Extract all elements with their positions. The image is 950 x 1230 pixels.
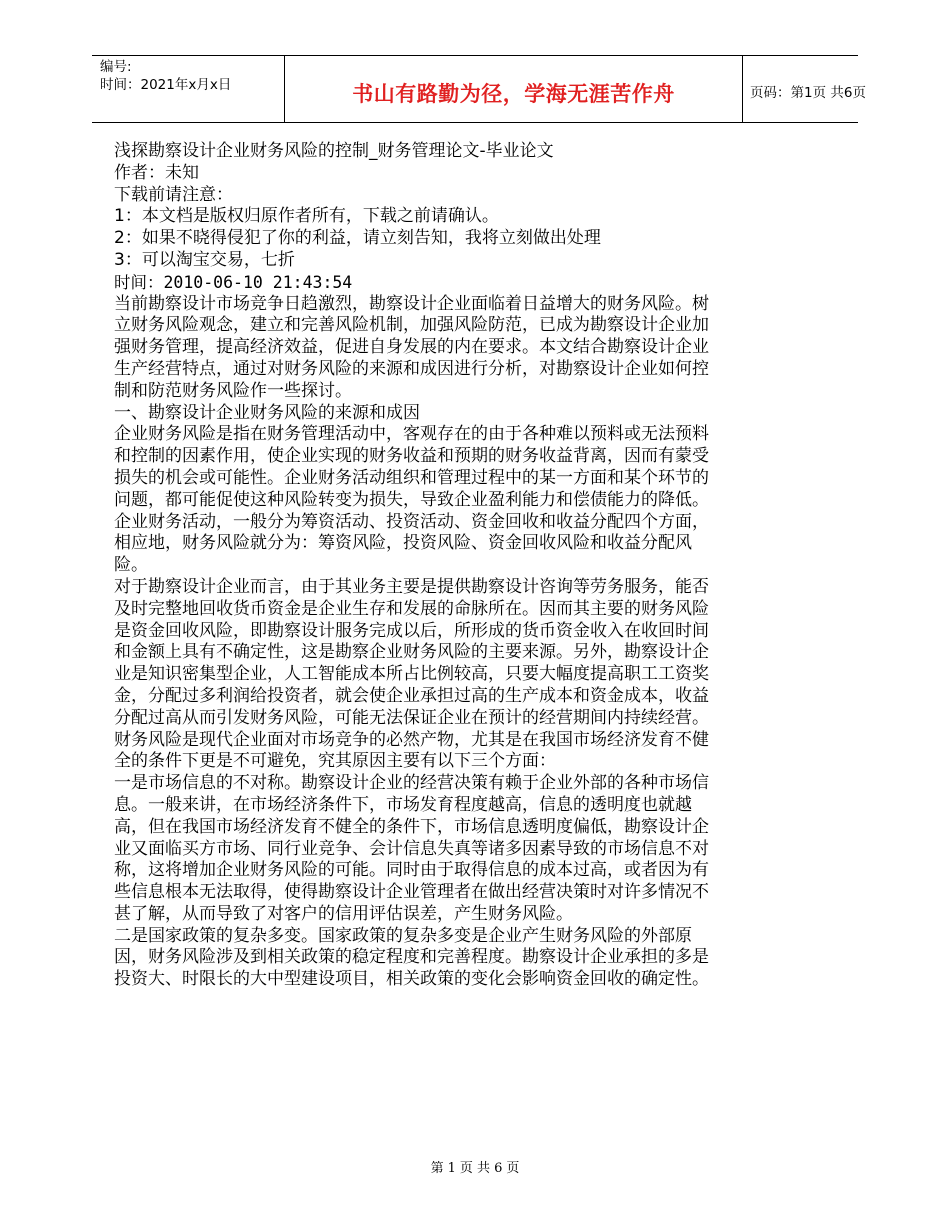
text-line: 财务风险是现代企业面对市场竞争的必然产物，尤其是在我国市场经济发育不健	[114, 729, 709, 750]
text-line: 业是知识密集型企业，人工智能成本所占比例较高，只要大幅度提高职工工资奖	[114, 664, 709, 685]
text-line: 全的条件下更是不可避免，究其原因主要有以下三个方面：	[114, 751, 556, 772]
text-line: 企业财务风险是指在财务管理活动中，客观存在的由于各种难以预料或无法预料	[114, 424, 709, 445]
header-meta-cell	[92, 56, 284, 122]
text-line: 3：可以淘宝交易，七折	[114, 249, 295, 270]
document-number-label: 编号:	[100, 59, 132, 75]
text-line: 高，但在我国市场经济发育不健全的条件下，市场信息透明度偏低，勘察设计企	[114, 816, 709, 837]
footer-total-pages: 6	[494, 1161, 503, 1176]
text-line: 1：本文档是版权归原作者所有，下载之前请确认。	[114, 206, 499, 227]
text-line: 时间：2010-06-10 21:43:54	[114, 272, 353, 292]
text-line: 金，分配过多利润给投资者，就会使企业承担过高的生产成本和资金成本，收益	[114, 685, 709, 706]
text-line: 损失的机会或可能性。企业财务活动组织和管理过程中的某一方面和某个环节的	[114, 467, 709, 488]
text-line: 业又面临买方市场、同行业竞争、会计信息失真等诸多因素导致的市场信息不对	[114, 838, 709, 859]
header-motto: 书山有路勤为径，学海无涯苦作舟	[352, 82, 675, 106]
text-line: 息。一般来讲，在市场经济条件下，市场发育程度越高，信息的透明度也就越	[114, 794, 692, 815]
text-line: 下载前请注意：	[114, 184, 233, 205]
text-line: 生产经营特点，通过对财务风险的来源和成因进行分析，对勘察设计企业如何控	[114, 358, 709, 379]
text-line: 投资大、时限长的大中型建设项目，相关政策的变化会影响资金回收的确定性。	[114, 969, 709, 990]
text-line: 对于勘察设计企业而言，由于其业务主要是提供勘察设计咨询等劳务服务，能否	[114, 576, 709, 597]
text-line: 强财务管理，提高经济效益，促进自身发展的内在要求。本文结合勘察设计企业	[114, 337, 709, 358]
text-line: 甚了解，从而导致了对客户的信用评估误差，产生财务风险。	[114, 903, 573, 924]
header-motto-cell	[284, 56, 743, 122]
text-line: 2：如果不晓得侵犯了你的利益，请立刻告知，我将立刻做出处理	[114, 228, 601, 249]
footer-page-number: 1	[447, 1161, 456, 1176]
text-line: 立财务风险观念，建立和完善风险机制，加强风险防范，已成为勘察设计企业加	[114, 315, 709, 336]
footer-mid: 页 共	[459, 1161, 491, 1176]
text-line: 称，这将增加企业财务风险的可能。同时由于取得信息的成本过高，或者因为有	[114, 860, 709, 881]
text-line: 和金额上具有不确定性，这是勘察企业财务风险的主要来源。另外，勘察设计企	[114, 642, 709, 663]
text-line: 险。	[114, 555, 148, 576]
footer-prefix: 第	[430, 1161, 444, 1176]
footer-suffix: 页	[506, 1161, 520, 1176]
page-header	[92, 55, 866, 123]
header-page-cell	[742, 56, 866, 122]
document-time-label: 时间：2021年x月x日	[100, 77, 232, 93]
text-line: 一是市场信息的不对称。勘察设计企业的经营决策有赖于企业外部的各种市场信	[114, 773, 709, 794]
text-line: 企业财务活动，一般分为筹资活动、投资活动、资金回收和收益分配四个方面，	[114, 511, 709, 532]
text-line: 问题，都可能促使这种风险转变为损失，导致企业盈利能力和偿债能力的降低。	[114, 489, 709, 510]
text-line: 相应地，财务风险就分为：筹资风险，投资风险、资金回收风险和收益分配风	[114, 533, 692, 554]
text-line: 作者：未知	[114, 162, 199, 183]
text-line: 制和防范财务风险作一些探讨。	[114, 380, 352, 401]
text-line: 和控制的因素作用，使企业实现的财务收益和预期的财务收益背离，因而有蒙受	[114, 446, 709, 467]
header-page-info: 页码：第1页 共6页	[750, 85, 866, 101]
text-line: 因，财务风险涉及到相关政策的稳定程度和完善程度。勘察设计企业承担的多是	[114, 947, 709, 968]
text-line: 一、勘察设计企业财务风险的来源和成因	[114, 402, 420, 423]
text-line: 分配过高从而引发财务风险，可能无法保证企业在预计的经营期间内持续经营。	[114, 707, 709, 728]
text-line: 是资金回收风险，即勘察设计服务完成以后，所形成的货币资金收入在收回时间	[114, 620, 709, 641]
text-line: 当前勘察设计市场竞争日趋激烈，勘察设计企业面临着日益增大的财务风险。树	[114, 293, 709, 314]
document-title: 浅探勘察设计企业财务风险的控制_财务管理论文-毕业论文	[114, 141, 554, 161]
text-line: 及时完整地回收货币资金是企业生存和发展的命脉所在。因而其主要的财务风险	[114, 598, 709, 619]
text-line: 二是国家政策的复杂多变。国家政策的复杂多变是企业产生财务风险的外部原	[114, 925, 692, 946]
page-footer	[0, 1157, 950, 1176]
document-body	[114, 141, 774, 991]
text-line: 些信息根本无法取得，使得勘察设计企业管理者在做出经营决策时对许多情况不	[114, 882, 709, 903]
